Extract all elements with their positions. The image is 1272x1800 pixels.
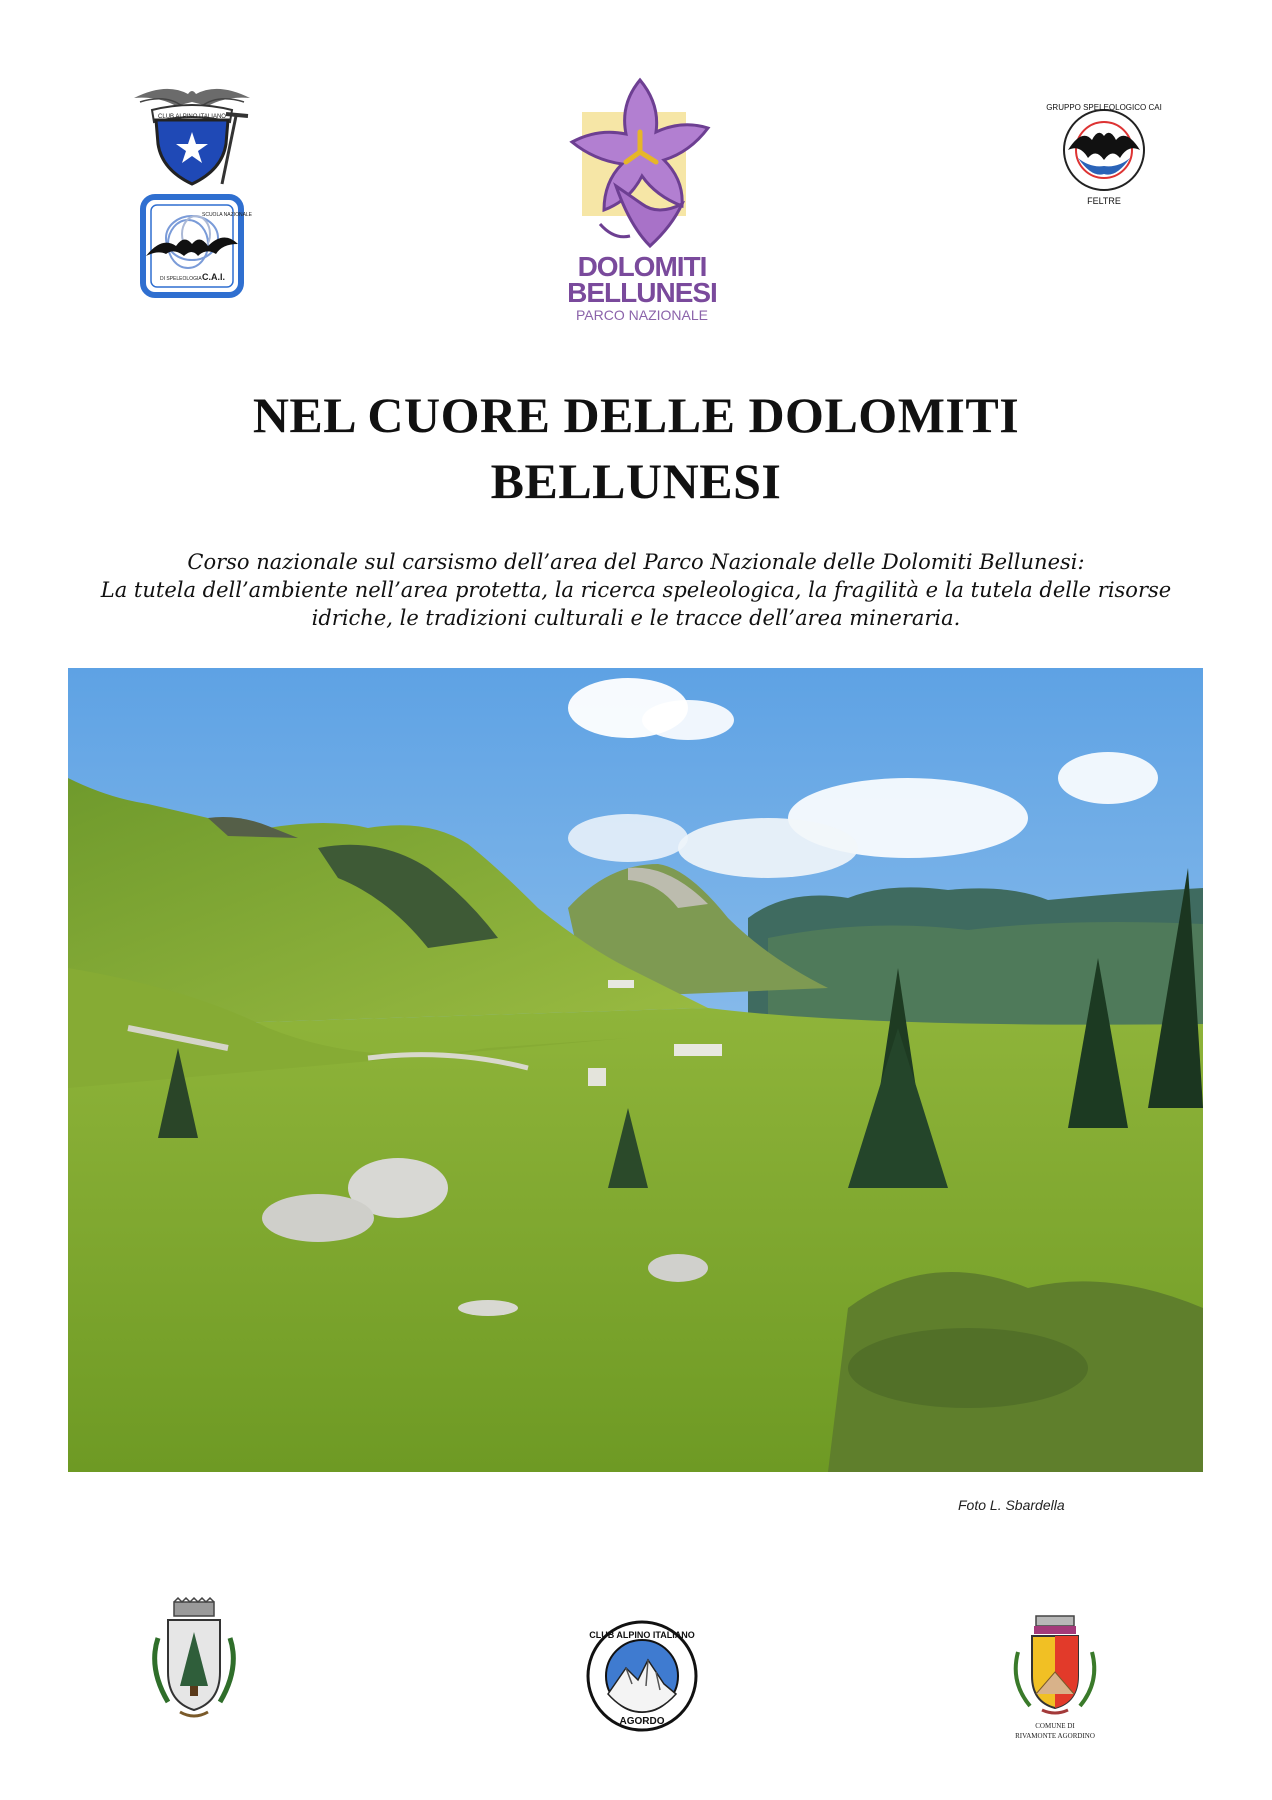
coat-of-arms-tree-icon: [155, 1598, 234, 1716]
rivamonte-line2: RIVAMONTE AGORDINO: [1015, 1732, 1095, 1740]
bat-circle-icon: [1064, 110, 1144, 190]
cai-agordo-logo: [586, 1620, 698, 1732]
dolomiti-bellunesi-logo: [560, 76, 720, 328]
gruppo-arc-text: GRUPPO SPELEOLOGICO CAI: [1046, 103, 1162, 112]
cai-agordo-bottom-text: AGORDO: [619, 1716, 665, 1727]
comune-coat-logo: [144, 1598, 244, 1726]
coat-of-arms-rivamonte-icon: [1016, 1616, 1095, 1713]
scuola-text-bottom: DI SPELEOLOGIA: [160, 276, 202, 282]
landscape-photo: [68, 668, 1203, 1472]
subtitle-line3: idriche, le tradizioni culturali e le tracce dell’area mineraria.: [311, 606, 961, 630]
rivamonte-logo: [1006, 1612, 1104, 1744]
cai-agordo-top-text: CLUB ALPINO ITALIANO: [589, 1630, 695, 1640]
purple-flower-icon: [572, 80, 708, 246]
scuola-speleologia-logo: [140, 194, 253, 298]
subtitle: [100, 548, 1172, 632]
dolomiti-line2: BELLUNESI: [567, 277, 717, 308]
page-title-line1: NEL CUORE DELLE DOLOMITI: [252, 387, 1020, 443]
gruppo-bottom-text: FELTRE: [1087, 196, 1121, 206]
rivamonte-line1: COMUNE DI: [1035, 1722, 1075, 1730]
scuola-text-top: SCUOLA NAZIONALE: [202, 212, 253, 218]
dolomiti-line1: DOLOMITI: [577, 251, 707, 282]
scuola-text-cai: C.A.I.: [202, 272, 226, 282]
photo-credit: Foto L. Sbardella: [958, 1497, 1065, 1513]
gruppo-speleologico-logo: [1048, 98, 1160, 210]
page-title-line2: BELLUNESI: [490, 453, 782, 509]
cai-eagle-shield-icon: [134, 89, 250, 184]
alpine-meadow-landscape: [68, 668, 1203, 1472]
subtitle-line2: La tutela dell’ambiente nell’area protetta, la ricerca speleologica, la fragilità e la tutela delle risorse: [100, 578, 1172, 602]
dolomiti-line3: PARCO NAZIONALE: [576, 307, 708, 323]
cai-eagle-text: CLUB ALPINO ITALIANO: [158, 114, 226, 120]
cai-eagle-logo: [126, 80, 258, 188]
subtitle-line1: Corso nazionale sul carsismo dell’area del Parco Nazionale delle Dolomiti Bellunesi:: [187, 550, 1085, 574]
